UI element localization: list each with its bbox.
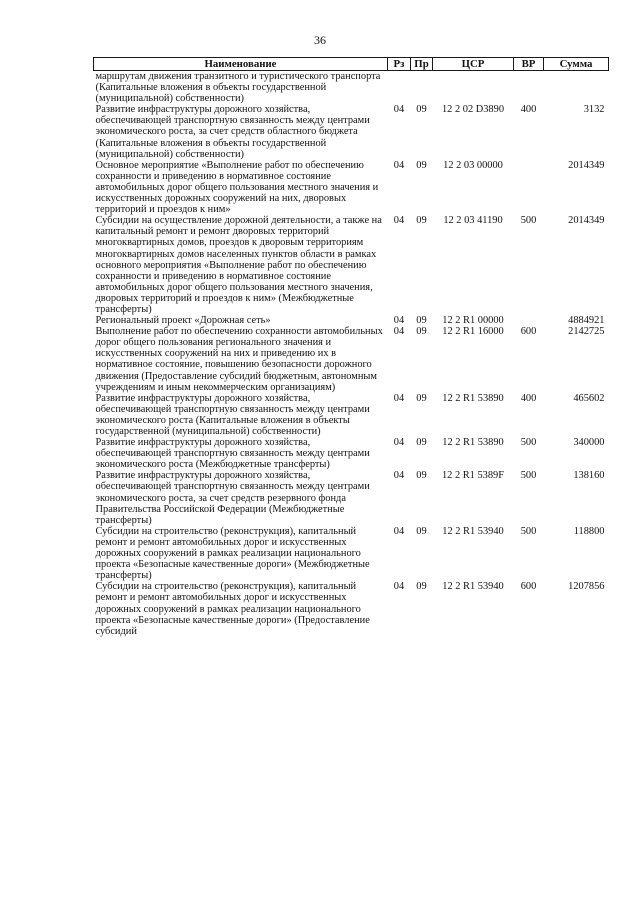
- row-sum: 1207856: [568, 581, 605, 593]
- row-pr: [411, 71, 433, 105]
- header-rz: Рз: [388, 58, 411, 71]
- row-rz: 04: [393, 315, 405, 327]
- row-csr: 12 2 R1 16000: [442, 326, 504, 338]
- row-vr: 500: [520, 470, 537, 482]
- row-pr: 09: [416, 159, 427, 171]
- row-rz: 04: [393, 392, 405, 404]
- row-csr: 12 2 02 D3890: [441, 104, 505, 116]
- row-csr: 12 2 R1 53890: [442, 437, 504, 449]
- row-sum: [544, 71, 609, 105]
- table-row: [94, 160, 609, 215]
- header-name: Наименование: [94, 58, 388, 71]
- row-csr: 12 2 R1 5389F: [441, 470, 505, 482]
- row-pr: 09: [416, 581, 427, 593]
- row-pr: 09: [416, 326, 427, 338]
- table-row: [94, 526, 609, 581]
- row-name: Развитие инфраструктуры дорожного хозяйства, обеспечивающей транспортную связанность между центрами экономического роста, за счет средств областного бюджета (Капитальные вложения в объекты государственной (муниципальной) собственности): [95, 104, 370, 160]
- row-rz: [388, 71, 411, 105]
- table-row: [94, 437, 609, 470]
- row-vr: 600: [520, 326, 537, 338]
- row-vr: 600: [520, 581, 537, 593]
- header-row: [94, 58, 609, 71]
- row-sum: 340000: [573, 437, 605, 449]
- budget-table: [93, 57, 609, 637]
- header-csr: ЦСР: [433, 58, 514, 71]
- row-vr: [514, 315, 544, 326]
- row-sum: 3132: [583, 104, 605, 116]
- row-csr: [433, 71, 514, 105]
- table-row: [94, 581, 609, 636]
- row-rz: 04: [393, 437, 405, 449]
- table-header: [94, 58, 609, 71]
- row-sum: 2142725: [568, 326, 605, 338]
- row-name: Развитие инфраструктуры дорожного хозяйства, обеспечивающей транспортную связанность между центрами экономического роста (Капитальные вложения в объекты государственной (муниципальной) собственности): [95, 392, 370, 437]
- row-name: Развитие инфраструктуры дорожного хозяйства, обеспечивающей транспортную связанность между центрами экономического роста, за счет средств резервного фонда Правительства Российской Федерации (Межбюджетные трансферты): [95, 470, 370, 526]
- row-vr: 400: [520, 104, 537, 116]
- row-vr: 400: [520, 392, 537, 404]
- row-vr: [514, 71, 544, 105]
- row-rz: 04: [393, 581, 405, 593]
- table-row: [94, 326, 609, 393]
- row-csr: 12 2 R1 53890: [442, 392, 504, 404]
- row-name: Основное мероприятие «Выполнение работ по обеспечению сохранности и приведению в нормативное состояние автомобильных дорог общего пользования местного значения и искусственных дорожных сооружений на них, дворовых территорий и проездов к ним»: [95, 159, 379, 216]
- row-rz: 04: [393, 215, 405, 227]
- table-row: [94, 393, 609, 437]
- row-rz: 04: [393, 104, 405, 116]
- row-name: Субсидии на осуществление дорожной деятельности, а также на капитальный ремонт и ремонт дворовых территорий многоквартирных домов, проездов к дворовым территориям многоквартирных домов населенных пунктов области в рамках основного мероприятия «Выполнение работ по обеспечению сохранности и приведению в нормативное состояние автомобильных дорог общего пользования местного значения, дворовых территорий и проездов к ним» (Межбюджетные трансферты): [95, 215, 382, 315]
- row-csr: 12 2 R1 53940: [442, 581, 504, 593]
- table-body: [94, 71, 609, 637]
- row-csr: 12 2 R1 00000: [442, 315, 504, 327]
- row-name: Субсидии на строительство (реконструкция), капитальный ремонт и ремонт автомобильных дорог и искусственных дорожных сооружений в рамках реализации национального проекта «Безопасные качественные дороги» (Предоставление субсидий: [95, 581, 370, 637]
- row-csr: 12 2 03 41190: [443, 215, 503, 227]
- row-name: Развитие инфраструктуры дорожного хозяйства, обеспечивающей транспортную связанность между центрами экономического роста (Межбюджетные трансферты): [95, 437, 370, 471]
- row-csr: 12 2 03 00000: [443, 159, 503, 171]
- row-pr: 09: [416, 437, 427, 449]
- header-vr: ВР: [514, 58, 544, 71]
- row-pr: 09: [416, 392, 427, 404]
- row-vr: 500: [520, 525, 537, 537]
- row-pr: 09: [416, 525, 427, 537]
- row-csr: 12 2 R1 53940: [442, 525, 504, 537]
- table-row: [94, 71, 609, 105]
- row-rz: 04: [393, 525, 405, 537]
- row-rz: 04: [393, 326, 405, 338]
- row-sum: 118800: [573, 525, 605, 537]
- row-pr: 09: [416, 104, 427, 116]
- row-name: Субсидии на строительство (реконструкция), капитальный ремонт и ремонт автомобильных дорог и искусственных дорожных сооружений в рамках реализации национального проекта «Безопасные качественные дороги» (Межбюджетные трансферты): [95, 525, 370, 582]
- row-vr: 500: [520, 215, 537, 227]
- table-row: [94, 470, 609, 525]
- row-name: маршрутам движения транзитного и туристического транспорта (Капитальные вложения в объекты государственной (муниципальной) собственности): [95, 71, 381, 105]
- row-rz: 04: [393, 470, 405, 482]
- row-pr: 09: [416, 470, 427, 482]
- row-pr: 09: [416, 315, 427, 327]
- row-sum: 4884921: [568, 315, 605, 327]
- row-pr: 09: [416, 215, 427, 227]
- row-sum: 2014349: [568, 159, 605, 171]
- table-row: [94, 104, 609, 159]
- header-pr: Пр: [411, 58, 433, 71]
- row-rz: 04: [393, 159, 405, 171]
- row-sum: 465602: [573, 392, 605, 404]
- row-name: Выполнение работ по обеспечению сохранности автомобильных дорог общего пользования регионального значения и искусственных сооружений на них и приведению их в нормативное состояние, повышению безопасности дорожного движения (Предоставление субсидий бюджетным, автономным учреждениям и иным некоммерческим организациям): [95, 326, 383, 393]
- table-row: [94, 215, 609, 315]
- row-vr: 500: [520, 437, 537, 449]
- row-vr: [514, 160, 544, 215]
- page-number: 36: [314, 33, 326, 47]
- table-row: [94, 315, 609, 326]
- row-sum: 2014349: [568, 215, 605, 227]
- header-sum: Сумма: [544, 58, 609, 71]
- row-sum: 138160: [573, 470, 605, 482]
- row-name: Региональный проект «Дорожная сеть»: [95, 315, 271, 327]
